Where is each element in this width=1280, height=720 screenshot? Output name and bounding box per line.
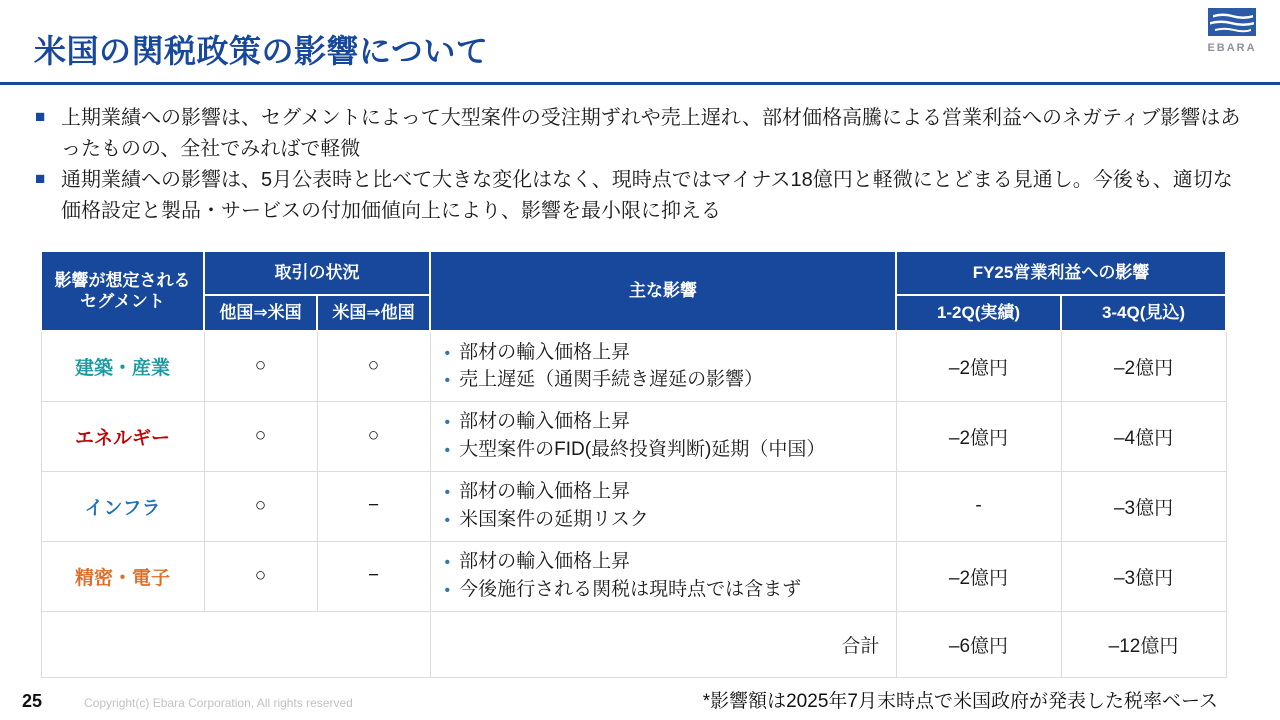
footnote: *影響額は2025年7月末時点で米国政府が発表した税率ベース [702,691,1218,712]
header-q12-actual: 1-2Q(実績) [896,295,1061,331]
main-impact-cell: • 部材の輸入価格上昇 • 今後施行される関税は現時点では含まず [430,541,896,611]
segment-precision-electronics: 精密・電子 [41,541,204,611]
total-row-spacer [41,611,430,677]
header-segment: 影響が想定される セグメント [41,251,204,331]
header-us-to-other: 米国⇒他国 [317,295,430,331]
page-title: 米国の関税政策の影響について [34,33,489,69]
trade-mark: − [317,541,430,611]
header-trade-status: 取引の状況 [204,251,430,295]
header-other-to-us: 他国⇒米国 [204,295,317,331]
page-number: 25 [22,691,43,711]
square-bullet-icon: ■ [35,107,46,126]
table-row [41,331,1226,401]
q12-value: - [896,471,1061,541]
trade-mark: ○ [204,471,317,541]
dot-bullet-icon: • [444,344,451,362]
slide-header [0,0,1280,85]
bullet-full-year-text: 通期業績への影響は、5月公表時と比べて大きな変化はなく、現時点ではマイナス18億円と軽微にとどまる見通し。今後も、適切な価格設定と製品・サービスの付加価値向上により、影響を最小限に抑える [61,169,1233,222]
dot-bullet-icon: • [444,372,451,390]
q12-value: –2億円 [896,541,1061,611]
total-row [41,611,1226,677]
q12-value: –2億円 [896,401,1061,471]
q34-value: –3億円 [1061,471,1226,541]
ebara-logo-text: EBARA [1207,42,1257,54]
bullet-first-half-text: 上期業績への影響は、セグメントによって大型案件の受注期ずれや売上遅れ、部材価格高騰による営業利益へのネガティブ影響はあったものの、全社でみればで軽微 [61,107,1241,160]
main-impact-cell: • 部材の輸入価格上昇 • 大型案件のFID(最終投資判断)延期（中国） [430,401,896,471]
segment-infrastructure: インフラ [41,471,204,541]
total-label: 合計 [430,611,896,677]
table-row [41,401,1226,471]
table-header [41,251,1226,331]
dot-bullet-icon: • [444,442,451,459]
segment-building-industrial: 建築・産業 [41,331,204,401]
segment-energy: エネルギー [41,401,204,471]
trade-mark: ○ [204,331,317,401]
total-q34-value: –12億円 [1061,611,1226,677]
copyright-text: Copyright(c) Ebara Corporation, All rights reserved [84,696,353,710]
tariff-impact-table [40,250,1227,678]
header-fy25-impact: FY25営業利益への影響 [896,251,1226,295]
q34-value: –4億円 [1061,401,1226,471]
main-impact-cell: • 部材の輸入価格上昇 • 米国案件の延期リスク [430,471,896,541]
trade-mark: − [317,471,430,541]
total-q12-value: –6億円 [896,611,1061,677]
q34-value: –2億円 [1061,331,1226,401]
dot-bullet-icon: • [444,512,451,529]
dot-bullet-icon: • [444,554,451,572]
trade-mark: ○ [204,401,317,471]
dot-bullet-icon: • [444,484,451,502]
bullet-full-year [35,165,1250,227]
main-impact-cell: • 部材の輸入価格上昇 • 売上遅延（通関手続き遅延の影響） [430,331,896,401]
table-row [41,471,1226,541]
q34-value: –3億円 [1061,541,1226,611]
slide-footer [22,691,353,712]
trade-mark: ○ [204,541,317,611]
q12-value: –2億円 [896,331,1061,401]
summary-bullets [35,103,1250,227]
dot-bullet-icon: • [444,582,451,599]
header-q34-forecast: 3-4Q(見込) [1061,295,1226,331]
ebara-logo-icon [1207,23,1257,40]
table-row [41,541,1226,611]
square-bullet-icon: ■ [35,169,46,188]
dot-bullet-icon: • [444,414,451,432]
trade-mark: ○ [317,331,430,401]
ebara-logo [1206,8,1258,54]
header-main-impact: 主な影響 [430,251,896,331]
trade-mark: ○ [317,401,430,471]
bullet-first-half [35,103,1250,165]
